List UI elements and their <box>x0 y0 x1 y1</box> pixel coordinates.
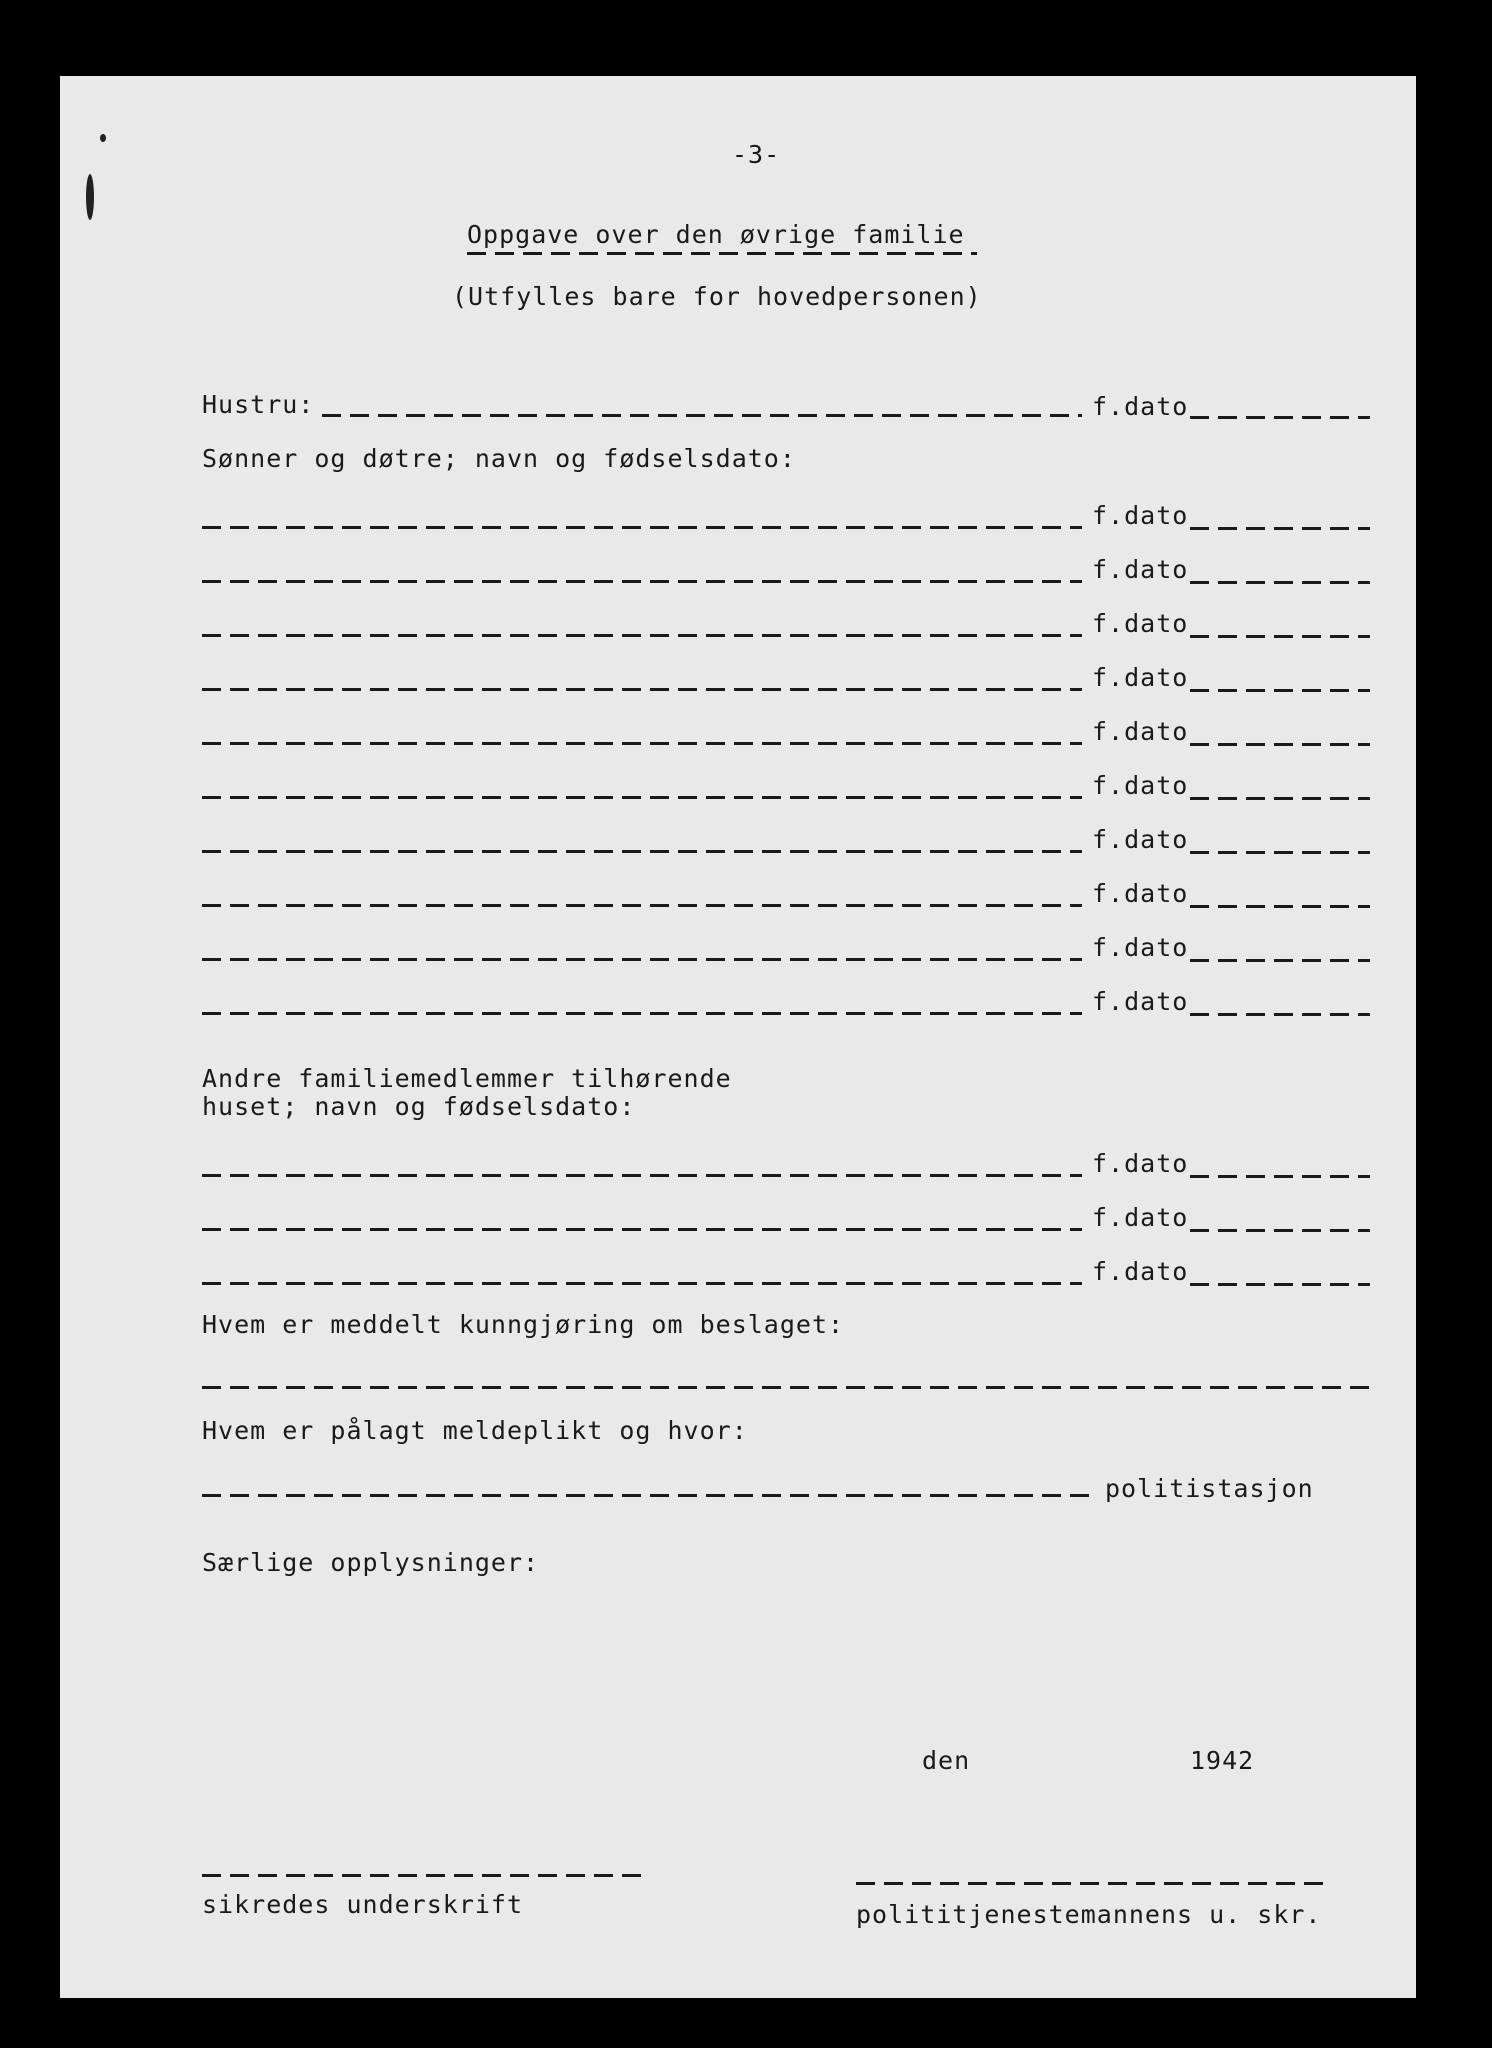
member-date-label: f.dato <box>1092 1149 1189 1178</box>
member-date-label: f.dato <box>1092 1257 1189 1286</box>
other-members-heading-line1: Andre familiemedlemmer tilhørende <box>202 1064 732 1093</box>
child-date-field[interactable] <box>1190 581 1370 584</box>
child-name-field[interactable] <box>202 1012 1082 1015</box>
child-date-label: f.dato <box>1092 933 1189 962</box>
form-page <box>60 76 1416 1998</box>
date-year: 1942 <box>1190 1746 1255 1775</box>
child-date-field[interactable] <box>1190 905 1370 908</box>
child-date-field[interactable] <box>1190 689 1370 692</box>
child-date-label: f.dato <box>1092 609 1189 638</box>
child-date-label: f.dato <box>1092 987 1189 1016</box>
member-date-label: f.dato <box>1092 1203 1189 1232</box>
child-date-label: f.dato <box>1092 717 1189 746</box>
member-name-field[interactable] <box>202 1174 1082 1177</box>
title-underline <box>467 252 977 255</box>
child-name-field[interactable] <box>202 688 1082 691</box>
child-name-field[interactable] <box>202 904 1082 907</box>
children-heading: Sønner og døtre; navn og fødselsdato: <box>202 444 796 473</box>
signature-left-line[interactable] <box>202 1874 644 1877</box>
wife-name-field[interactable] <box>322 414 1082 417</box>
police-station-label: politistasjon <box>1105 1474 1314 1503</box>
child-date-label: f.dato <box>1092 663 1189 692</box>
child-date-field[interactable] <box>1190 743 1370 746</box>
child-name-field[interactable] <box>202 742 1082 745</box>
child-name-field[interactable] <box>202 580 1082 583</box>
child-name-field[interactable] <box>202 958 1082 961</box>
other-members-heading-line2: huset; navn og fødselsdato: <box>202 1092 636 1121</box>
scan-mark <box>100 134 106 142</box>
form-title: Oppgave over den øvrige familie <box>467 220 965 249</box>
child-date-field[interactable] <box>1190 527 1370 530</box>
scan-mark <box>86 174 94 220</box>
member-date-field[interactable] <box>1190 1175 1370 1178</box>
wife-date-field[interactable] <box>1190 416 1370 419</box>
signature-right-label: polititjenestemannens u. skr. <box>856 1900 1322 1929</box>
member-name-field[interactable] <box>202 1282 1082 1285</box>
child-name-field[interactable] <box>202 634 1082 637</box>
child-date-field[interactable] <box>1190 1013 1370 1016</box>
reporting-label: Hvem er pålagt meldeplikt og hvor: <box>202 1416 748 1445</box>
wife-label: Hustru: <box>202 390 315 419</box>
child-name-field[interactable] <box>202 850 1082 853</box>
child-date-field[interactable] <box>1190 851 1370 854</box>
child-name-field[interactable] <box>202 526 1082 529</box>
member-name-field[interactable] <box>202 1228 1082 1231</box>
notified-label: Hvem er meddelt kunngjøring om beslaget: <box>202 1310 845 1339</box>
child-date-field[interactable] <box>1190 635 1370 638</box>
child-date-label: f.dato <box>1092 825 1189 854</box>
member-date-field[interactable] <box>1190 1283 1370 1286</box>
child-date-label: f.dato <box>1092 501 1189 530</box>
reporting-field[interactable] <box>202 1494 1092 1497</box>
date-den: den <box>922 1746 971 1775</box>
child-date-label: f.dato <box>1092 771 1189 800</box>
notified-field[interactable] <box>202 1386 1370 1389</box>
wife-date-label: f.dato <box>1092 392 1189 421</box>
child-date-field[interactable] <box>1190 797 1370 800</box>
child-date-field[interactable] <box>1190 959 1370 962</box>
signature-right-line[interactable] <box>856 1882 1332 1885</box>
child-name-field[interactable] <box>202 796 1082 799</box>
form-subtitle: (Utfylles bare for hovedpersonen) <box>452 282 982 311</box>
signature-left-label: sikredes underskrift <box>202 1890 524 1919</box>
child-date-label: f.dato <box>1092 555 1189 584</box>
page-number: -3- <box>732 140 781 169</box>
child-date-label: f.dato <box>1092 879 1189 908</box>
special-info-label: Særlige opplysninger: <box>202 1548 540 1577</box>
member-date-field[interactable] <box>1190 1229 1370 1232</box>
